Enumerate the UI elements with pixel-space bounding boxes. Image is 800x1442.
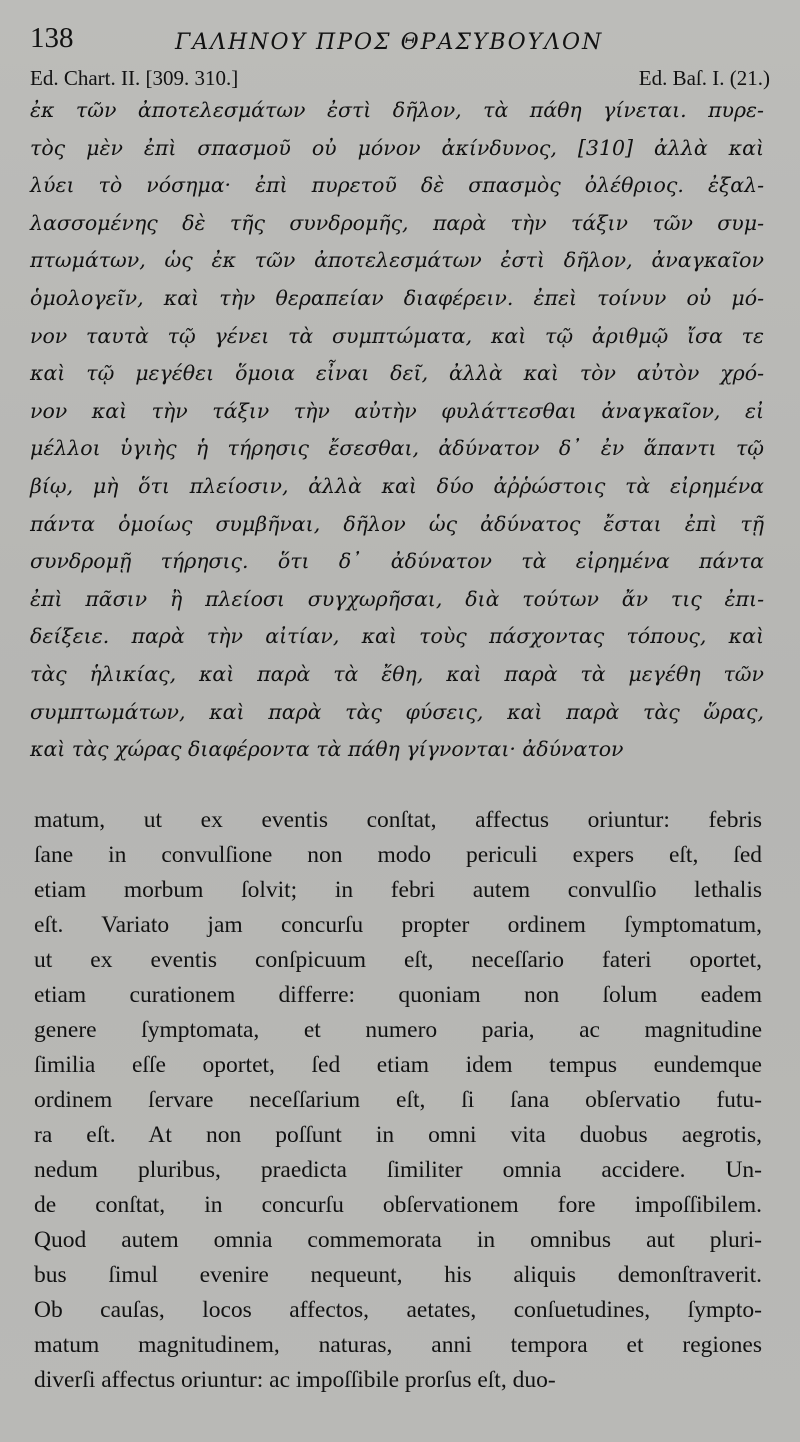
latin-line: genere ſymptomata, et numero paria, ac magnitudine <box>34 1017 762 1043</box>
greek-line: καὶ τὰς χώρας διαφέροντα τὰ πάθη γίγνονται· ἀδύνατον <box>30 737 624 762</box>
latin-line: matum magnitudinem, naturas, anni tempora et regiones <box>34 1332 762 1358</box>
greek-line: συνδρομῇ τήρησις. ὅτι δ᾽ ἀδύνατον τὰ εἰρημένα πάντα <box>30 549 764 574</box>
latin-line: bus ſimul evenire nequeunt, his aliquis demonſtraverit. <box>34 1262 762 1288</box>
greek-line: πτωμάτων, ὡς ἐκ τῶν ἀποτελεσμάτων ἐστὶ δῆλον, ἀναγκαῖον <box>30 248 764 273</box>
greek-line: καὶ τῷ μεγέθει ὅμοια εἶναι δεῖ, ἀλλὰ καὶ τὸν αὐτὸν χρό- <box>30 361 764 386</box>
latin-line: matum, ut ex eventis conſtat, affectus oriuntur: febris <box>34 807 762 833</box>
latin-line: etiam morbum ſolvit; in febri autem convulſio lethalis <box>34 877 762 903</box>
greek-line: λύει τὸ νόσημα· ἐπὶ πυρετοῦ δὲ σπασμὸς ὀλέθριος. ἐξαλ- <box>30 173 764 198</box>
page-number: 138 <box>30 22 74 54</box>
greek-line: λασσομένης δὲ τῆς συνδρομῆς, παρὰ τὴν τάξιν τῶν συμ- <box>30 210 764 235</box>
latin-line: de conſtat, in concurſu obſervationem fore impoſſibilem. <box>34 1192 762 1218</box>
latin-line: Ob cauſas, locos affectos, aetates, conſuetudines, ſympto- <box>34 1297 762 1323</box>
greek-line: συμπτωμάτων, καὶ παρὰ τὰς φύσεις, καὶ παρὰ τὰς ὥρας, <box>30 699 764 724</box>
latin-line: nedum pluribus, praedicta ſimiliter omnia accidere. Un- <box>34 1157 762 1183</box>
greek-line: ἐκ τῶν ἀποτελεσμάτων ἐστὶ δῆλον, τὰ πάθη γίνεται. πυρε- <box>30 98 764 122</box>
latin-line: ordinem ſervare neceſſarium eſt, ſi ſana obſervatio futu- <box>34 1087 762 1113</box>
latin-text-block <box>34 803 762 1398</box>
latin-line: ut ex eventis conſpicuum eſt, neceſſario fateri oportet, <box>34 947 762 973</box>
greek-line: πάντα ὁμοίως συμβῆναι, δῆλον ὡς ἀδύνατος ἔσται ἐπὶ τῇ <box>30 511 764 536</box>
greek-line: νον καὶ τὴν τάξιν τὴν αὐτὴν φυλάττεσθαι ἀναγκαῖον, εἰ <box>30 398 764 423</box>
latin-line: eſt. Variato jam concurſu propter ordinem ſymptomatum, <box>34 912 762 938</box>
latin-line: ſimilia eſſe oportet, ſed etiam idem tempus eundemque <box>34 1052 762 1078</box>
latin-line: Quod autem omnia commemorata in omnibus aut pluri- <box>34 1227 762 1253</box>
edition-reference-chartier: Ed. Chart. II. [309. 310.] <box>30 66 239 90</box>
running-title: ΓΑΛΗΝΟΥ ΠΡΟΣ ΘΡΑΣΥΒΟΥΛΟΝ <box>175 30 604 55</box>
greek-line: μέλλοι ὑγιὴς ἡ τήρησις ἔσεσθαι, ἀδύνατον δ᾽ ἐν ἅπαντι τῷ <box>30 436 764 461</box>
page-header <box>30 22 770 62</box>
latin-line: etiam curationem differre: quoniam non ſolum eadem <box>34 982 762 1008</box>
greek-line: βίῳ, μὴ ὅτι πλείοσιν, ἀλλὰ καὶ δύο ἀῤῥώστοις τὰ εἰρημένα <box>30 473 764 498</box>
latin-line: ſane in convulſione non modo periculi expers eſt, ſed <box>34 842 762 868</box>
greek-line: τὰς ἡλικίας, καὶ παρὰ τὰ ἔθη, καὶ παρὰ τὰ μεγέθη τῶν <box>30 661 764 686</box>
latin-line: diverſi affectus oriuntur: ac impoſſibile prorſus eſt, duo- <box>34 1367 556 1393</box>
greek-line: τὸς μὲν ἐπὶ σπασμοῦ οὐ μόνον ἀκίνδυνος, [310] ἀλλὰ καὶ <box>30 135 764 160</box>
greek-text-block <box>30 92 764 769</box>
greek-line: ἐπὶ πᾶσιν ἢ πλείοσι συγχωρῆσαι, διὰ τούτων ἄν τις ἐπι- <box>30 586 764 611</box>
greek-line: νον ταυτὰ τῷ γένει τὰ συμπτώματα, καὶ τῷ ἀριθμῷ ἴσα τε <box>30 323 764 348</box>
greek-line: δείξειε. παρὰ τὴν αἰτίαν, καὶ τοὺς πάσχοντας τόπους, καὶ <box>30 624 764 649</box>
greek-line: ὁμολογεῖν, καὶ τὴν θεραπείαν διαφέρειν. ἐπεὶ τοίνυν οὐ μό- <box>30 285 764 310</box>
edition-reference-basel: Ed. Baſ. I. (21.) <box>638 66 770 90</box>
latin-line: ra eſt. At non poſſunt in omni vita duobus aegrotis, <box>34 1122 762 1148</box>
